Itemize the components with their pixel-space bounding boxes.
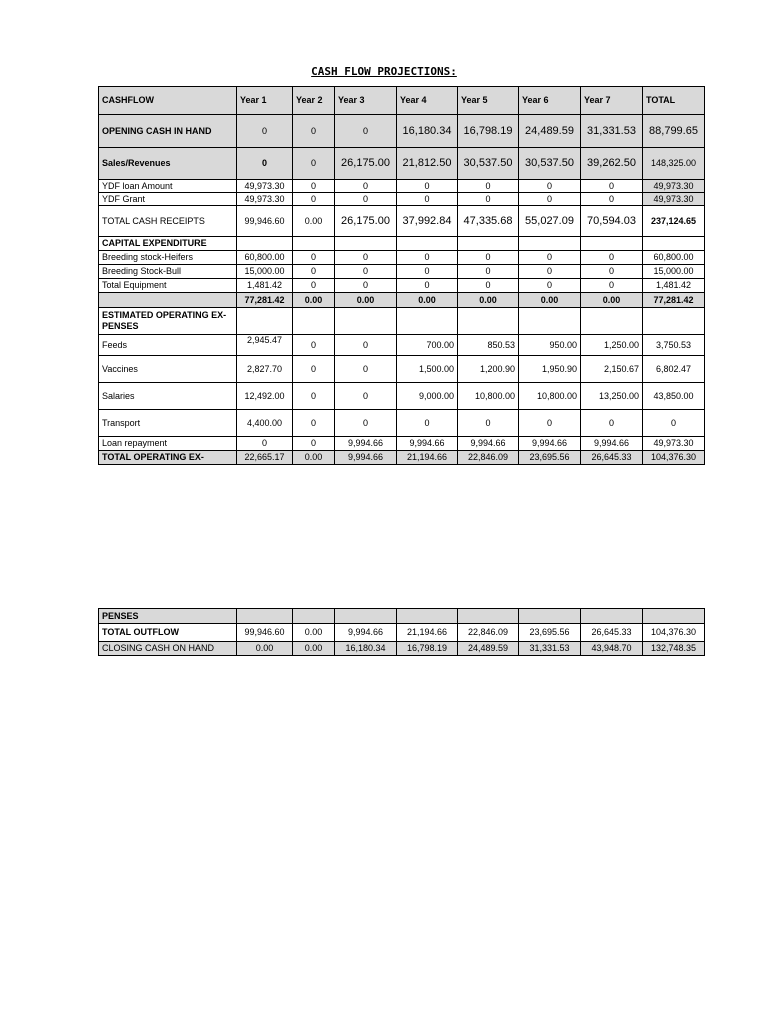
cell: 0 bbox=[293, 148, 335, 180]
cell: 0 bbox=[335, 356, 397, 383]
cell bbox=[519, 609, 581, 624]
cell: 22,846.09 bbox=[458, 624, 519, 642]
cell: 0.00 bbox=[293, 206, 335, 237]
cell: 0 bbox=[293, 251, 335, 265]
cell: 9,994.66 bbox=[335, 624, 397, 642]
cell: 26,645.33 bbox=[581, 451, 643, 465]
cell bbox=[581, 308, 643, 335]
row-label: CLOSING CASH ON HAND bbox=[99, 642, 237, 656]
cell: 9,994.66 bbox=[397, 437, 458, 451]
cell: 0 bbox=[519, 180, 581, 193]
cell: 0 bbox=[519, 193, 581, 206]
cell: 30,537.50 bbox=[519, 148, 581, 180]
row-label: Vaccines bbox=[99, 356, 237, 383]
loan-repayment-row bbox=[99, 437, 705, 451]
heifers-row bbox=[99, 251, 705, 265]
cell: 55,027.09 bbox=[519, 206, 581, 237]
cell: 0 bbox=[293, 335, 335, 356]
capex-total-row bbox=[99, 293, 705, 308]
header-cell: Year 5 bbox=[458, 87, 519, 115]
header-cell: Year 7 bbox=[581, 87, 643, 115]
cell: 0 bbox=[293, 356, 335, 383]
feeds-row bbox=[99, 335, 705, 356]
cell: 6,802.47 bbox=[643, 356, 705, 383]
cell bbox=[458, 609, 519, 624]
row-label: TOTAL CASH RECEIPTS bbox=[99, 206, 237, 237]
cell: 104,376.30 bbox=[643, 451, 705, 465]
cell: 99,946.60 bbox=[237, 624, 293, 642]
cell bbox=[397, 237, 458, 251]
cell: 0 bbox=[335, 383, 397, 410]
cell: 0 bbox=[293, 437, 335, 451]
cell: 0 bbox=[335, 279, 397, 293]
cell: 0 bbox=[643, 410, 705, 437]
cell: 0 bbox=[335, 410, 397, 437]
capex-header-row bbox=[99, 237, 705, 251]
cell: 0.00 bbox=[293, 642, 335, 656]
cell: 237,124.65 bbox=[643, 206, 705, 237]
cell: 950.00 bbox=[519, 335, 581, 356]
cell: 24,489.59 bbox=[458, 642, 519, 656]
cell: 0 bbox=[397, 251, 458, 265]
cell: 0 bbox=[335, 180, 397, 193]
header-cell: Year 4 bbox=[397, 87, 458, 115]
total-outflow-row bbox=[99, 624, 705, 642]
cell: 0.00 bbox=[519, 293, 581, 308]
cell: 2,827.70 bbox=[237, 356, 293, 383]
cell: 0 bbox=[519, 251, 581, 265]
cell: 1,200.90 bbox=[458, 356, 519, 383]
cell: 16,798.19 bbox=[397, 642, 458, 656]
cell bbox=[458, 237, 519, 251]
cell: 26,175.00 bbox=[335, 206, 397, 237]
cell: 37,992.84 bbox=[397, 206, 458, 237]
cell: 0.00 bbox=[581, 293, 643, 308]
cell: 0.00 bbox=[293, 451, 335, 465]
cell bbox=[397, 609, 458, 624]
header-row bbox=[99, 87, 705, 115]
cell: 22,846.09 bbox=[458, 451, 519, 465]
cell: 850.53 bbox=[458, 335, 519, 356]
cell: 0 bbox=[335, 115, 397, 148]
cell bbox=[581, 609, 643, 624]
cell: 0.00 bbox=[397, 293, 458, 308]
cell bbox=[335, 237, 397, 251]
cell: 24,489.59 bbox=[519, 115, 581, 148]
row-label: Salaries bbox=[99, 383, 237, 410]
cell bbox=[397, 308, 458, 335]
section-heading: CAPITAL EXPENDITURE bbox=[99, 237, 237, 251]
cell: 4,400.00 bbox=[237, 410, 293, 437]
cell: 0 bbox=[237, 115, 293, 148]
cell: 15,000.00 bbox=[237, 265, 293, 279]
cell: 60,800.00 bbox=[643, 251, 705, 265]
cell: 0 bbox=[335, 193, 397, 206]
row-label: Sales/Revenues bbox=[99, 148, 237, 180]
cell bbox=[643, 609, 705, 624]
header-cell: CASHFLOW bbox=[99, 87, 237, 115]
cell bbox=[237, 609, 293, 624]
cell: 0 bbox=[293, 279, 335, 293]
cell: 0 bbox=[458, 265, 519, 279]
row-label: Breeding Stock-Bull bbox=[99, 265, 237, 279]
cell: 0 bbox=[237, 437, 293, 451]
cell: 70,594.03 bbox=[581, 206, 643, 237]
cell: 43,948.70 bbox=[581, 642, 643, 656]
cell: 88,799.65 bbox=[643, 115, 705, 148]
bull-row bbox=[99, 265, 705, 279]
cell: 0 bbox=[519, 265, 581, 279]
cell: 77,281.42 bbox=[237, 293, 293, 308]
cell: 0 bbox=[293, 115, 335, 148]
cell: 49,973.30 bbox=[237, 193, 293, 206]
opex-header-row bbox=[99, 308, 705, 335]
cell: 39,262.50 bbox=[581, 148, 643, 180]
cell: 0 bbox=[293, 193, 335, 206]
row-label: YDF loan Amount bbox=[99, 180, 237, 193]
salaries-row bbox=[99, 383, 705, 410]
header-cell: TOTAL bbox=[643, 87, 705, 115]
row-label: Loan repayment bbox=[99, 437, 237, 451]
cell bbox=[335, 308, 397, 335]
cell bbox=[643, 237, 705, 251]
cell bbox=[643, 308, 705, 335]
cell: 13,250.00 bbox=[581, 383, 643, 410]
closing-cash-row bbox=[99, 642, 705, 656]
cell: 16,798.19 bbox=[458, 115, 519, 148]
transport-row bbox=[99, 410, 705, 437]
cell: 23,695.56 bbox=[519, 451, 581, 465]
cell: 31,331.53 bbox=[519, 642, 581, 656]
cell bbox=[237, 308, 293, 335]
cell: 99,946.60 bbox=[237, 206, 293, 237]
cell: 0.00 bbox=[335, 293, 397, 308]
cell: 0 bbox=[458, 279, 519, 293]
cell: 15,000.00 bbox=[643, 265, 705, 279]
header-cell: Year 3 bbox=[335, 87, 397, 115]
cell: 9,994.66 bbox=[335, 451, 397, 465]
cell: 148,325.00 bbox=[643, 148, 705, 180]
cell: 3,750.53 bbox=[643, 335, 705, 356]
cell: 0 bbox=[237, 148, 293, 180]
cell: 49,973.30 bbox=[643, 437, 705, 451]
row-label: PENSES bbox=[99, 609, 237, 624]
section-heading: ESTIMATED OPERATING EX-PENSES bbox=[99, 308, 237, 335]
cell bbox=[237, 237, 293, 251]
cell: 26,175.00 bbox=[335, 148, 397, 180]
cell: 30,537.50 bbox=[458, 148, 519, 180]
cell bbox=[519, 308, 581, 335]
sales-row bbox=[99, 148, 705, 180]
cell: 43,850.00 bbox=[643, 383, 705, 410]
cash-flow-table-continued bbox=[98, 608, 705, 656]
cell: 0 bbox=[519, 279, 581, 293]
cell: 0 bbox=[397, 279, 458, 293]
cell: 0.00 bbox=[293, 293, 335, 308]
cell: 0 bbox=[293, 383, 335, 410]
ydf-grant-row bbox=[99, 193, 705, 206]
cell: 2,945.47 bbox=[237, 335, 293, 356]
cell: 0 bbox=[335, 251, 397, 265]
cell: 0 bbox=[397, 193, 458, 206]
cell: 0 bbox=[581, 265, 643, 279]
cell: 49,973.30 bbox=[237, 180, 293, 193]
cell: 0.00 bbox=[458, 293, 519, 308]
cell: 0 bbox=[293, 180, 335, 193]
cell: 0 bbox=[581, 251, 643, 265]
cell: 0 bbox=[519, 410, 581, 437]
cell: 47,335.68 bbox=[458, 206, 519, 237]
cell: 132,748.35 bbox=[643, 642, 705, 656]
cell: 21,194.66 bbox=[397, 451, 458, 465]
header-cell: Year 6 bbox=[519, 87, 581, 115]
cell: 22,665.17 bbox=[237, 451, 293, 465]
cell: 9,994.66 bbox=[458, 437, 519, 451]
opening-cash-row bbox=[99, 115, 705, 148]
cell bbox=[293, 308, 335, 335]
cell: 21,812.50 bbox=[397, 148, 458, 180]
cell: 1,500.00 bbox=[397, 356, 458, 383]
cell: 0 bbox=[293, 410, 335, 437]
cell: 21,194.66 bbox=[397, 624, 458, 642]
cell: 0 bbox=[458, 410, 519, 437]
row-label: TOTAL OPERATING EX- bbox=[99, 451, 237, 465]
cell: 9,994.66 bbox=[519, 437, 581, 451]
row-label: Feeds bbox=[99, 335, 237, 356]
row-label bbox=[99, 293, 237, 308]
header-cell: Year 2 bbox=[293, 87, 335, 115]
cell: 0 bbox=[335, 265, 397, 279]
cell: 0 bbox=[581, 410, 643, 437]
cell: 0 bbox=[458, 251, 519, 265]
cell: 0 bbox=[397, 180, 458, 193]
cell: 2,150.67 bbox=[581, 356, 643, 383]
vaccines-row bbox=[99, 356, 705, 383]
cell: 0 bbox=[581, 279, 643, 293]
cell: 9,994.66 bbox=[335, 437, 397, 451]
cell: 26,645.33 bbox=[581, 624, 643, 642]
row-label: Transport bbox=[99, 410, 237, 437]
total-receipts-row bbox=[99, 206, 705, 237]
cell: 0 bbox=[397, 265, 458, 279]
total-opex-row bbox=[99, 451, 705, 465]
cell: 10,800.00 bbox=[519, 383, 581, 410]
cell: 23,695.56 bbox=[519, 624, 581, 642]
cell: 0 bbox=[293, 265, 335, 279]
cell bbox=[335, 609, 397, 624]
cell bbox=[293, 237, 335, 251]
ydf-loan-row bbox=[99, 180, 705, 193]
cell: 0 bbox=[335, 335, 397, 356]
row-label: OPENING CASH IN HAND bbox=[99, 115, 237, 148]
cell: 700.00 bbox=[397, 335, 458, 356]
cell: 49,973.30 bbox=[643, 180, 705, 193]
row-label: Breeding stock-Heifers bbox=[99, 251, 237, 265]
cell bbox=[458, 308, 519, 335]
cell: 0.00 bbox=[237, 642, 293, 656]
cell: 77,281.42 bbox=[643, 293, 705, 308]
cell: 104,376.30 bbox=[643, 624, 705, 642]
cell: 60,800.00 bbox=[237, 251, 293, 265]
cell bbox=[293, 609, 335, 624]
cell: 1,950.90 bbox=[519, 356, 581, 383]
cell: 1,250.00 bbox=[581, 335, 643, 356]
page-title: CASH FLOW PROJECTIONS: bbox=[311, 65, 457, 78]
cash-flow-table bbox=[98, 86, 705, 465]
equipment-row bbox=[99, 279, 705, 293]
cell: 12,492.00 bbox=[237, 383, 293, 410]
cell: 0 bbox=[397, 410, 458, 437]
cell: 49,973.30 bbox=[643, 193, 705, 206]
cell: 0.00 bbox=[293, 624, 335, 642]
cell bbox=[581, 237, 643, 251]
cell: 9,994.66 bbox=[581, 437, 643, 451]
cell: 0 bbox=[581, 180, 643, 193]
cell bbox=[519, 237, 581, 251]
penses-row bbox=[99, 609, 705, 624]
row-label: TOTAL OUTFLOW bbox=[99, 624, 237, 642]
cell: 0 bbox=[458, 193, 519, 206]
cell: 0 bbox=[458, 180, 519, 193]
cell: 10,800.00 bbox=[458, 383, 519, 410]
cell: 1,481.42 bbox=[643, 279, 705, 293]
header-cell: Year 1 bbox=[237, 87, 293, 115]
row-label: Total Equipment bbox=[99, 279, 237, 293]
cell: 9,000.00 bbox=[397, 383, 458, 410]
cell: 0 bbox=[581, 193, 643, 206]
row-label: YDF Grant bbox=[99, 193, 237, 206]
cell: 16,180.34 bbox=[397, 115, 458, 148]
cell: 16,180.34 bbox=[335, 642, 397, 656]
cell: 31,331.53 bbox=[581, 115, 643, 148]
cell: 1,481.42 bbox=[237, 279, 293, 293]
